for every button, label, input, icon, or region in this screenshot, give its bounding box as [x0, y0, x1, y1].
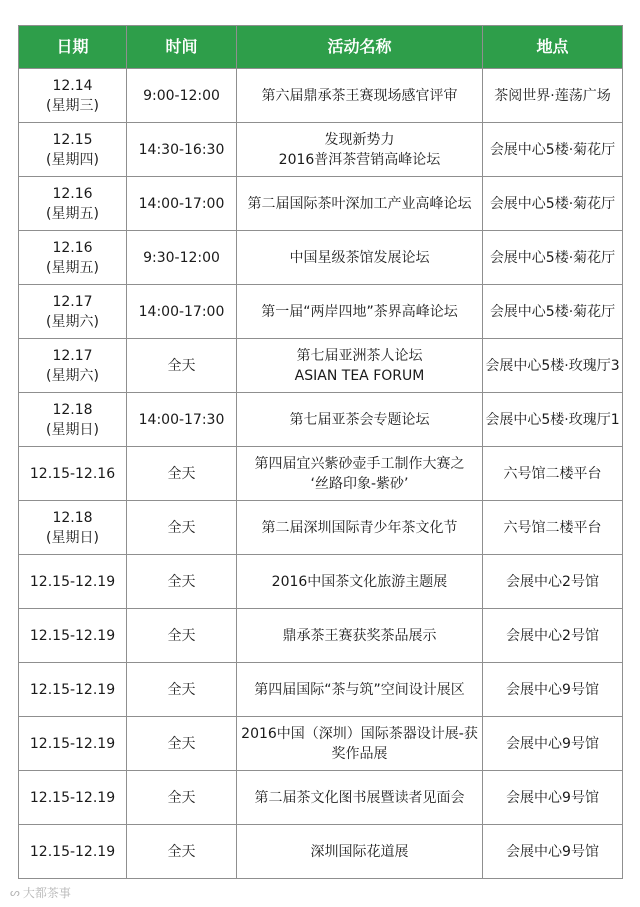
header-date: 日期 — [19, 26, 127, 69]
cell-date — [19, 339, 127, 393]
cell-time: 全天 — [127, 555, 237, 609]
cell-time: 全天 — [127, 609, 237, 663]
event-line: 第七届亚茶会专题论坛 — [289, 411, 430, 428]
cell-venue: 会展中心9号馆 — [483, 663, 623, 717]
cell-date — [19, 663, 127, 717]
date-line: (星期五) — [46, 259, 99, 276]
event-line: 2016中国（深圳）国际茶器设计展-获 — [241, 725, 478, 742]
cell-time: 9:30-12:00 — [127, 231, 237, 285]
date-line: 12.18 — [52, 509, 93, 526]
date-line: (星期六) — [46, 313, 99, 330]
event-line: 鼎承茶王赛获奖茶品展示 — [282, 627, 437, 644]
table-header — [19, 26, 623, 69]
cell-date — [19, 285, 127, 339]
cell-event — [237, 339, 483, 393]
event-line: 中国星级茶馆发展论坛 — [289, 249, 430, 266]
table-row — [19, 717, 623, 771]
cell-date — [19, 771, 127, 825]
cell-date — [19, 393, 127, 447]
event-line: 第七届亚洲茶人论坛 — [296, 347, 423, 364]
header-event: 活动名称 — [237, 26, 483, 69]
date-line: (星期四) — [46, 151, 99, 168]
date-line: 12.15-12.16 — [29, 465, 116, 482]
table-row — [19, 177, 623, 231]
event-line: 第二届茶文化图书展暨读者见面会 — [254, 789, 465, 806]
cell-date — [19, 231, 127, 285]
cell-venue: 会展中心2号馆 — [483, 609, 623, 663]
date-line: (星期五) — [46, 205, 99, 222]
watermark-text: 大都茶事 — [22, 886, 71, 900]
cell-venue: 会展中心5楼·玫瑰厅3 — [483, 339, 623, 393]
date-line: 12.15 — [52, 131, 93, 148]
table-row — [19, 231, 623, 285]
date-line: (星期日) — [46, 529, 99, 546]
header-row — [19, 26, 623, 69]
cell-event — [237, 69, 483, 123]
cell-date — [19, 825, 127, 879]
cell-venue: 六号馆二楼平台 — [483, 501, 623, 555]
event-line: 第四届国际“茶与筑”空间设计展区 — [254, 681, 465, 698]
cell-venue: 六号馆二楼平台 — [483, 447, 623, 501]
cell-event — [237, 609, 483, 663]
table-row — [19, 771, 623, 825]
date-line: (星期日) — [46, 421, 99, 438]
cell-date — [19, 177, 127, 231]
cell-event — [237, 717, 483, 771]
table-row — [19, 447, 623, 501]
cell-event — [237, 231, 483, 285]
cell-event — [237, 177, 483, 231]
date-line: 12.17 — [52, 293, 93, 310]
table-row — [19, 825, 623, 879]
date-line: 12.17 — [52, 347, 93, 364]
event-line: 第二届深圳国际青少年茶文化节 — [261, 519, 458, 536]
cell-time: 14:00-17:00 — [127, 285, 237, 339]
cell-venue: 会展中心5楼·菊花厅 — [483, 123, 623, 177]
date-line: 12.15-12.19 — [29, 843, 116, 860]
cell-time: 14:00-17:30 — [127, 393, 237, 447]
cell-venue: 会展中心2号馆 — [483, 555, 623, 609]
date-line: 12.15-12.19 — [29, 735, 116, 752]
cell-event — [237, 771, 483, 825]
cell-date — [19, 555, 127, 609]
cell-venue: 会展中心9号馆 — [483, 717, 623, 771]
cell-venue: 会展中心5楼·玫瑰厅1 — [483, 393, 623, 447]
date-line: 12.15-12.19 — [29, 681, 116, 698]
cell-time: 14:00-17:00 — [127, 177, 237, 231]
event-line: 2016中国茶文化旅游主题展 — [271, 573, 448, 590]
cell-event — [237, 123, 483, 177]
cell-event — [237, 501, 483, 555]
cell-event — [237, 393, 483, 447]
date-line: 12.16 — [52, 185, 93, 202]
date-line: 12.14 — [52, 77, 93, 94]
table-row — [19, 393, 623, 447]
event-line: ‘丝路印象-紫砂’ — [310, 475, 409, 492]
cell-venue: 会展中心9号馆 — [483, 771, 623, 825]
table-row — [19, 501, 623, 555]
cell-venue: 茶阅世界·莲荡广场 — [483, 69, 623, 123]
cell-time: 全天 — [127, 717, 237, 771]
cell-event — [237, 663, 483, 717]
cell-time: 全天 — [127, 663, 237, 717]
cell-date — [19, 717, 127, 771]
event-line: 第六届鼎承茶王赛现场感官评审 — [261, 87, 458, 104]
table-row — [19, 609, 623, 663]
cell-time: 全天 — [127, 825, 237, 879]
cell-time: 全天 — [127, 339, 237, 393]
date-line: 12.16 — [52, 239, 93, 256]
cell-date — [19, 69, 127, 123]
cell-time: 全天 — [127, 771, 237, 825]
date-line: 12.15-12.19 — [29, 573, 116, 590]
cell-venue: 会展中心5楼·菊花厅 — [483, 177, 623, 231]
cell-venue: 会展中心9号馆 — [483, 825, 623, 879]
cell-time: 全天 — [127, 447, 237, 501]
cell-event — [237, 555, 483, 609]
event-line: 奖作品展 — [331, 745, 388, 762]
header-venue: 地点 — [483, 26, 623, 69]
event-line: ASIAN TEA FORUM — [294, 367, 425, 384]
scribble-logo-icon: ᔕ — [10, 886, 20, 899]
event-line: 发现新势力 — [324, 131, 395, 148]
schedule-table — [18, 25, 623, 879]
cell-event — [237, 447, 483, 501]
watermark — [10, 884, 71, 901]
table-row — [19, 663, 623, 717]
table-row — [19, 285, 623, 339]
event-line: 第二届国际茶叶深加工产业高峰论坛 — [247, 195, 472, 212]
table-row — [19, 555, 623, 609]
table-row — [19, 123, 623, 177]
cell-time: 全天 — [127, 501, 237, 555]
event-line: 深圳国际花道展 — [310, 843, 409, 860]
cell-venue: 会展中心5楼·菊花厅 — [483, 231, 623, 285]
event-line: 第一届“两岸四地”茶界高峰论坛 — [261, 303, 458, 320]
cell-event — [237, 825, 483, 879]
cell-time: 14:30-16:30 — [127, 123, 237, 177]
cell-time: 9:00-12:00 — [127, 69, 237, 123]
date-line: 12.18 — [52, 401, 93, 418]
date-line: (星期三) — [46, 97, 99, 114]
table-row — [19, 339, 623, 393]
cell-date — [19, 501, 127, 555]
date-line: (星期六) — [46, 367, 99, 384]
event-line: 2016普洱茶营销高峰论坛 — [278, 151, 441, 168]
cell-date — [19, 123, 127, 177]
cell-date — [19, 447, 127, 501]
cell-event — [237, 285, 483, 339]
event-line: 第四届宜兴紫砂壶手工制作大赛之 — [254, 455, 465, 472]
date-line: 12.15-12.19 — [29, 789, 116, 806]
table-row — [19, 69, 623, 123]
date-line: 12.15-12.19 — [29, 627, 116, 644]
table-body — [19, 69, 623, 879]
header-time: 时间 — [127, 26, 237, 69]
cell-venue: 会展中心5楼·菊花厅 — [483, 285, 623, 339]
cell-date — [19, 609, 127, 663]
